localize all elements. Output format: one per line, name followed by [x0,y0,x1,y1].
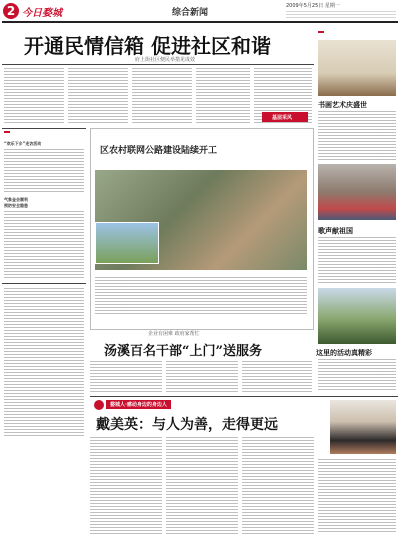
lead-body-col3 [132,67,192,125]
lead-body-col2 [68,67,128,125]
lead-body-col4 [196,67,250,125]
right-body1 [318,110,396,160]
lead-subhead: 府上街社区便民举措见成效 [135,57,196,63]
emblem-icon [94,400,104,410]
left-item3-title: 预防安全隐患 [4,203,28,208]
photo-feature-title: 区农村联网公路建设陆续开工 [100,146,218,156]
lead-body-col1 [4,67,64,125]
story2-body-col1 [90,360,162,392]
left-lower-body [4,287,84,437]
calligraphy-photo [318,40,396,96]
story2-kicker: 企业有困难 政府家帮忙 [148,331,200,337]
left-rule2 [2,283,86,284]
story2-body-col2 [166,360,238,392]
story3-body-col4 [318,458,396,534]
right-caption2: 歌声献祖国 [318,226,353,235]
story3-body-col2 [166,436,238,534]
story2-headline: 汤溪百名干部“上门”送服务 [104,344,262,359]
left-item2-body [4,210,84,280]
page-number-badge: 2 [3,3,19,19]
left-item2-title: 气象金会顺利 [4,197,28,202]
paper-name: 今日婺城 [22,8,62,19]
left-item1-title: “欢乐下乡”走访活动 [4,141,42,146]
story3-body-col3 [242,436,314,534]
lead-rule [2,64,314,65]
photo-caption-body [95,276,307,316]
right-body2 [318,236,396,284]
lead-headline: 开通民情信箱 促进社区和谐 [24,34,271,58]
story3-body-col1 [90,436,162,534]
left-tag [4,131,10,133]
left-rule [2,128,86,129]
issue-date: 2009年5月25日 星期一 [286,3,340,9]
story2-body-col3 [242,360,312,392]
masthead-rule [2,21,398,23]
story3-kicker: 婺城人·感动身边的身边人 [106,400,171,409]
right-caption1: 书画艺术庆盛世 [318,100,367,109]
activity-photo [318,288,396,344]
choir-photo [318,164,396,220]
grassroots-box [262,112,308,122]
masthead-info-block [286,10,396,20]
left-item1-body [4,148,84,193]
story3-headline: 戴美英：与人为善，走得更远 [96,417,278,433]
portrait-photo [330,400,396,454]
story3-rule [90,396,398,397]
right-tag [318,31,324,33]
grassroots-label: 基层采风 [272,115,293,121]
road-inset-photo [95,222,159,264]
right-body3 [318,358,396,392]
section-title: 综合新闻 [172,8,209,18]
right-caption3: 这里的活动真精彩 [316,348,372,357]
